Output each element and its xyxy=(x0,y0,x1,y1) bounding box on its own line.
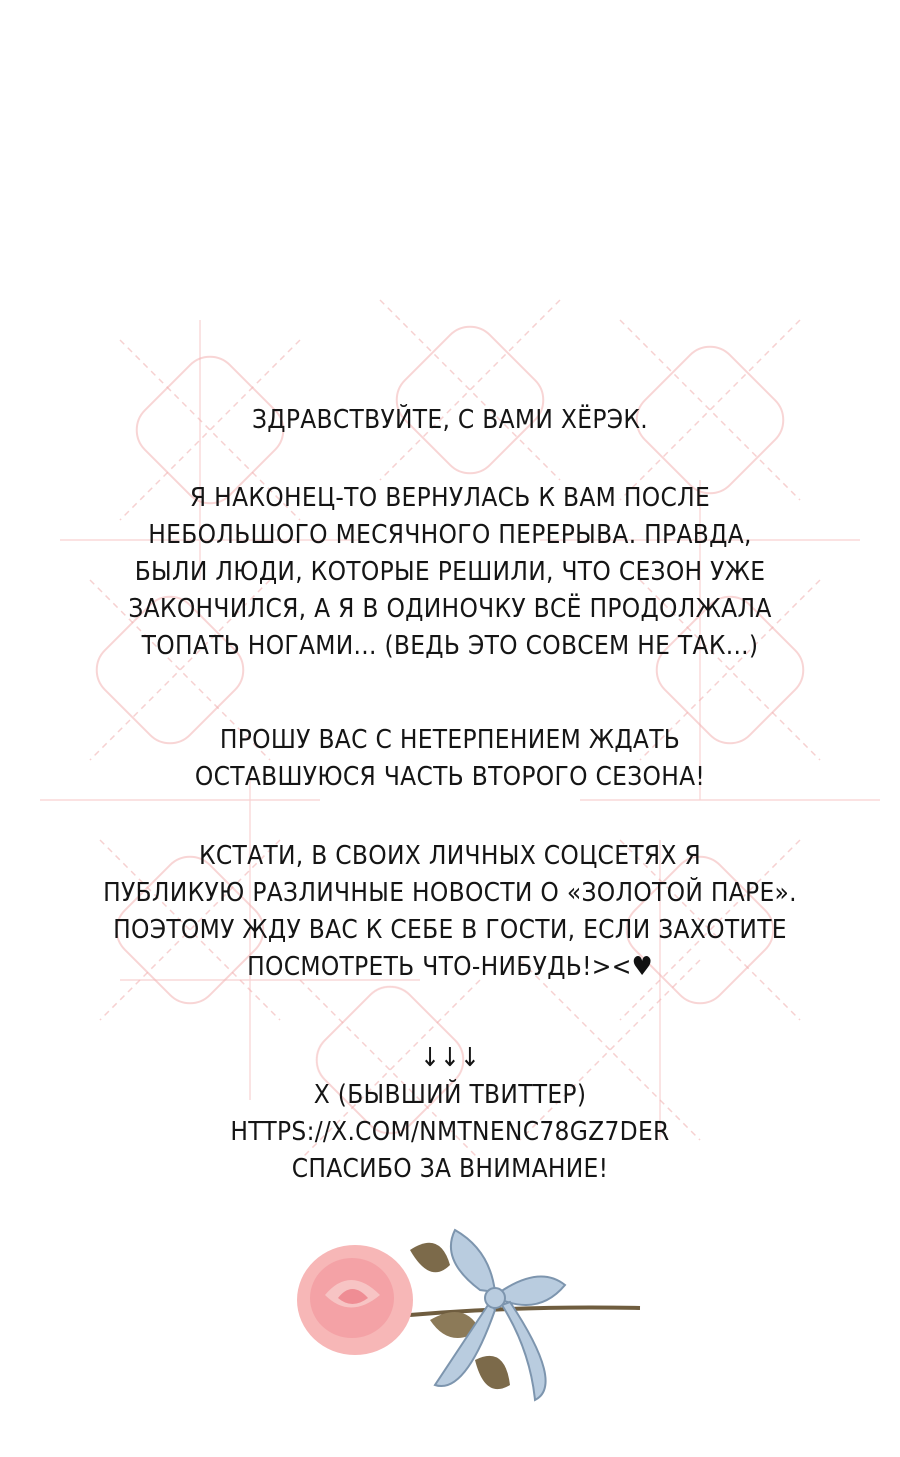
return-line: ТОПАТЬ НОГАМИ... (ВЕДЬ ЭТО СОВСЕМ НЕ ТАК...) xyxy=(141,631,759,661)
social-paragraph xyxy=(0,838,900,986)
rose-illustration xyxy=(290,1210,650,1420)
greeting-line: ЗДРАВСТВУЙТЕ, С ВАМИ ХЁРЭК. xyxy=(251,405,649,435)
social-line: КСТАТИ, В СВОИХ ЛИЧНЫХ СОЦСЕТЯХ Я xyxy=(198,841,702,871)
wait-line: ПРОШУ ВАС С НЕТЕРПЕНИЕМ ЖДАТЬ xyxy=(219,725,681,755)
return-line: НЕБОЛЬШОГО МЕСЯЧНОГО ПЕРЕРЫВА. ПРАВДА, xyxy=(148,520,752,550)
social-line-last xyxy=(0,949,900,986)
thanks-line: СПАСИБО ЗА ВНИМАНИЕ! xyxy=(291,1154,609,1184)
platform-label: X (БЫВШИЙ ТВИТТЕР) xyxy=(313,1080,587,1110)
social-link[interactable]: HTTPS://X.COM/NMTNENC78GZ7DER xyxy=(230,1117,670,1147)
return-line: ЗАКОНЧИЛСЯ, А Я В ОДИНОЧКУ ВСЁ ПРОДОЛЖАЛА xyxy=(128,594,772,624)
down-arrows-icon: ↓↓↓ xyxy=(420,1043,480,1073)
links-paragraph xyxy=(0,1040,900,1188)
greeting-paragraph xyxy=(0,402,900,439)
social-line: ПОЭТОМУ ЖДУ ВАС К СЕБЕ В ГОСТИ, ЕСЛИ ЗАХОТИТЕ xyxy=(113,915,787,945)
return-line: БЫЛИ ЛЮДИ, КОТОРЫЕ РЕШИЛИ, ЧТО СЕЗОН УЖЕ xyxy=(134,557,766,587)
return-line: Я НАКОНЕЦ-ТО ВЕРНУЛАСЬ К ВАМ ПОСЛЕ xyxy=(189,483,711,513)
wait-line: ОСТАВШУЮСЯ ЧАСТЬ ВТОРОГО СЕЗОНА! xyxy=(194,762,706,792)
return-paragraph xyxy=(0,480,900,665)
social-line: ПОСМОТРЕТЬ ЧТО-НИБУДЬ!>< xyxy=(247,952,632,982)
wait-paragraph xyxy=(0,722,900,796)
social-line: ПУБЛИКУЮ РАЗЛИЧНЫЕ НОВОСТИ О «ЗОЛОТОЙ ПАРЕ». xyxy=(103,878,797,908)
heart-icon: ♥ xyxy=(631,952,653,982)
